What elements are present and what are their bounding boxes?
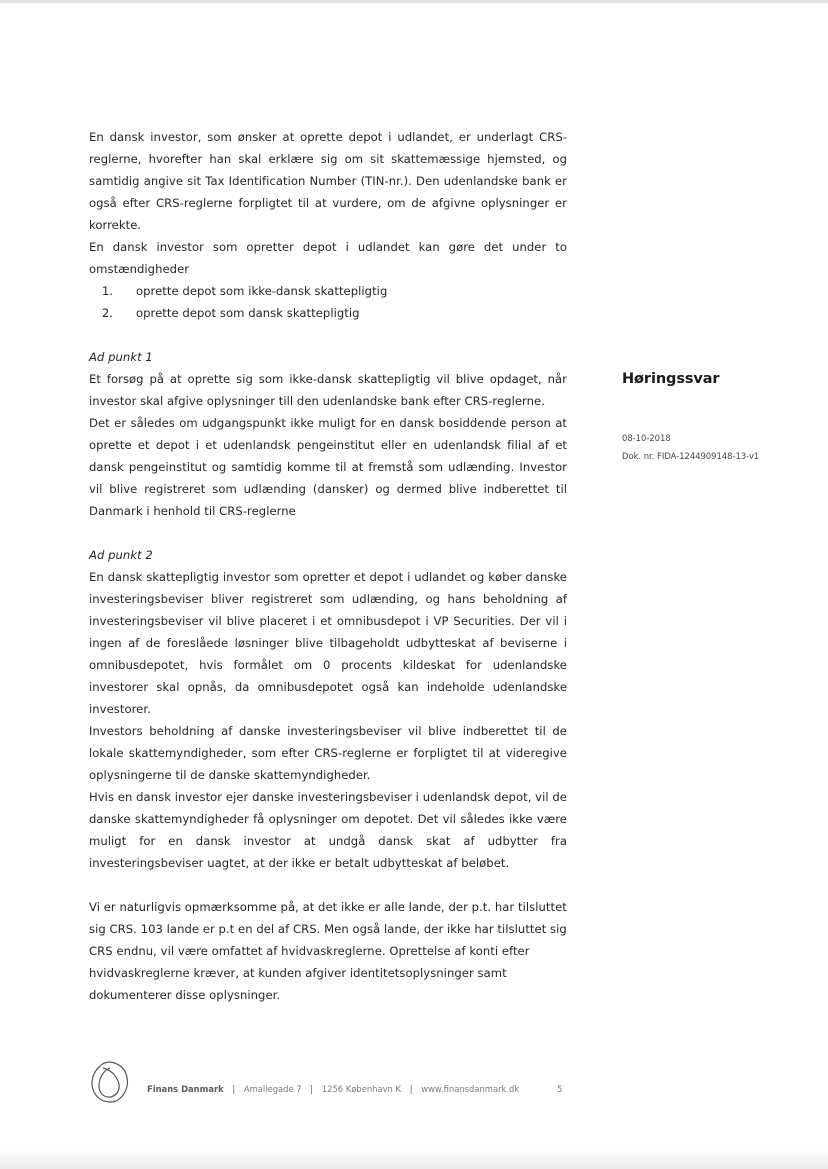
list-text: oprette depot som ikke-dansk skattepligtig xyxy=(136,284,388,298)
list-item xyxy=(89,280,567,302)
footer-website-link[interactable]: www.finansdanmark.dk xyxy=(421,1084,520,1094)
footer-separator: | xyxy=(232,1084,236,1094)
paragraph-point1-detection: Et forsøg på at oprette sig som ikke-dansk skattepligtig vil blive opdaget, når investor skal afgive oplysninger till den udenlandske bank efter CRS-reglerne. xyxy=(89,372,567,408)
paragraph-point2-omnibus: En dansk skattepligtig investor som opretter et depot i udlandet og køber danske investeringsbeviser bliver registreret som udlænding, og hans beholdning af investeringsbeviser vil blive placeret i et omnibusdepot i VP Securities. Der vil i ingen af de foreslåede løsninger blive tilbageholdt udbytteskat af beviserne i omnibusdepotet, hvis formålet om 0 procents kildeskat for udenlandske investorer skal opnås, da omnibusdepotet også kan indeholde udenlandske investorer. xyxy=(89,570,567,716)
heading-point-2: Ad punkt 2 xyxy=(89,548,153,562)
list-item xyxy=(89,302,567,324)
paragraph-point1-registration: Det er således om udgangspunkt ikke muligt for en dansk bosiddende person at oprette et depot i et udenlandsk pengeinstitut eller en udenlandsk filial af et dansk pengeinstitut og samtidig komme til at fremstå som udlænding. Investor vil blive registreret som udlænding (dansker) og dermed blive indberettet til Danmark i henhold til CRS-reglerne xyxy=(89,416,567,518)
document-date: 08-10-2018 xyxy=(622,433,671,443)
list-number: 2. xyxy=(101,306,113,320)
footer-separator: | xyxy=(409,1084,413,1094)
numbered-list xyxy=(89,280,567,324)
list-text: oprette depot som dansk skattepligtig xyxy=(136,306,360,320)
footer-separator: | xyxy=(310,1084,314,1094)
paragraph-two-circumstances: En dansk investor som opretter depot i udlandet kan gøre det under to omstændigheder xyxy=(89,240,567,276)
finans-danmark-logo-icon xyxy=(89,1059,131,1105)
footer-org: Finans Danmark xyxy=(147,1084,224,1094)
paragraph-point2-reporting: Investors beholdning af danske investeringsbeviser vil blive indberettet til de lokale skattemyndigheder, som efter CRS-reglerne er forpligtet til at videregive oplysningerne til de danske skattemyndigheder. xyxy=(89,724,567,782)
heading-point-1: Ad punkt 1 xyxy=(89,350,153,364)
footer-city: 1256 København K xyxy=(321,1084,402,1094)
footer xyxy=(147,1084,519,1094)
page-top-edge xyxy=(0,0,828,3)
page-number: 5 xyxy=(557,1084,563,1094)
sidebar-title: Høringssvar xyxy=(622,371,720,387)
document-number: Dok. nr. FIDA-1244909148-13-v1 xyxy=(622,451,760,461)
paragraph-crs-intro: En dansk investor, som ønsker at oprette depot i udlandet, er underlagt CRS-reglerne, hvorefter han skal erklære sig om sit skattemæssige hjemsted, og samtidig angive sit Tax Identification Number (TIN-nr.). Den udenlandske bank er også efter CRS-reglerne forpligtet til at vurdere, om de afgivne oplysninger er korrekte. xyxy=(89,130,567,232)
footer-address: Amaliegade 7 xyxy=(243,1084,302,1094)
paragraph-crs-countries: Vi er naturligvis opmærksomme på, at det ikke er alle lande, der p.t. har tilsluttet sig CRS. 103 lande er p.t en del af CRS. Men også lande, der ikke har tilsluttet sig CRS endnu, vil være omfattet af hvidvaskreglerne. Oprettelse af konti efter hvidvaskreglerne kræver, at kunden afgiver identitetsoplysninger samt dokumenterer disse oplysninger. xyxy=(89,900,567,1002)
paragraph-point2-tax: Hvis en dansk investor ejer danske investeringsbeviser i udenlandsk depot, vil de danske skattemyndigheder få oplysninger om depotet. Det vil således ikke være muligt for en dansk investor at undgå dansk skat af udbytter fra investeringsbeviser uagtet, at der ikke er betalt udbytteskat af beløbet. xyxy=(89,790,567,870)
page-bottom-edge xyxy=(0,1150,828,1169)
document-body xyxy=(89,126,567,1006)
sidebar xyxy=(622,371,812,461)
list-number: 1. xyxy=(101,284,113,298)
